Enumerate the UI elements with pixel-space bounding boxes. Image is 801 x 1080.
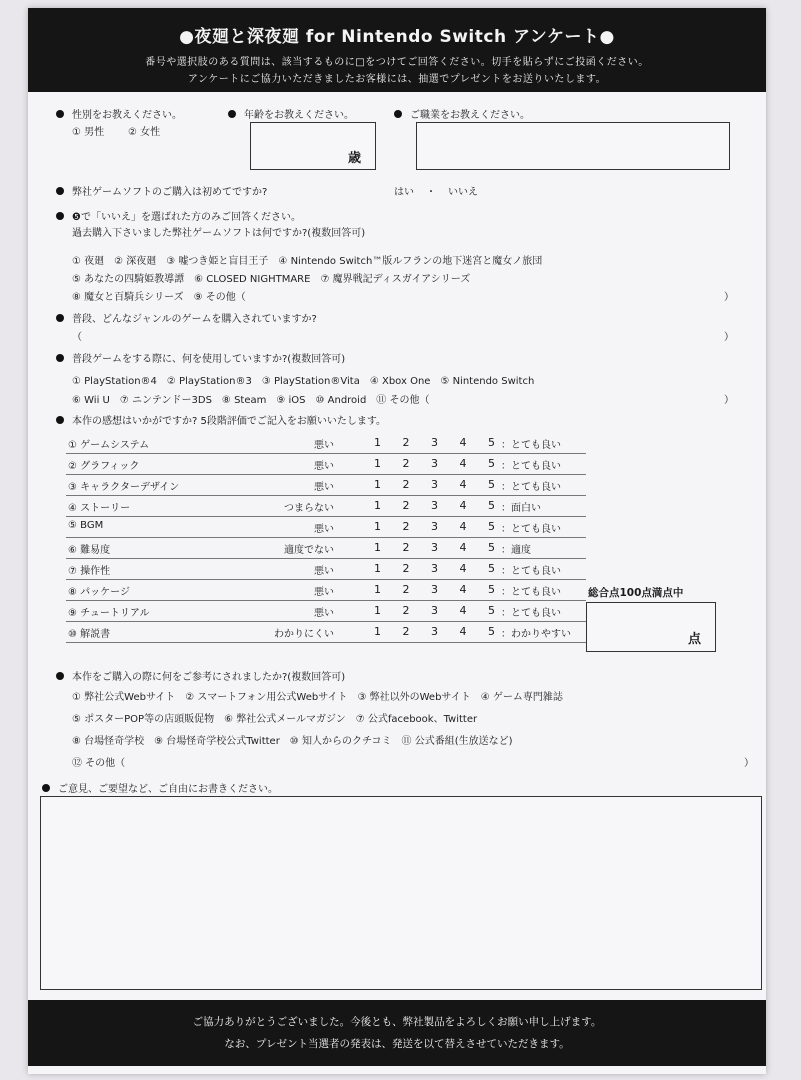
total-score-title: 総合点100点満点中 — [588, 587, 684, 599]
question-gender — [56, 106, 182, 121]
survey-header — [28, 8, 766, 92]
question-past-titles-label: ❺で「いいえ」を選ばれた方のみご回答ください。 — [72, 212, 301, 223]
survey-footer — [28, 1000, 766, 1066]
rating-row[interactable] — [66, 600, 586, 622]
rating-scale[interactable]: 1 2 3 4 5 — [374, 478, 504, 491]
rating-row-label: ④ ストーリー — [68, 503, 131, 514]
rating-row-label: ⑦ 操作性 — [68, 566, 111, 577]
age-unit: 歳 — [348, 151, 362, 166]
past-titles-close-paren: ） — [724, 292, 734, 303]
rating-low-label: 悪い — [314, 587, 334, 598]
rating-low-label: 悪い — [314, 608, 334, 619]
question-comment — [42, 780, 278, 795]
rating-scale[interactable]: 1 2 3 4 5 — [374, 562, 504, 575]
job-input-box[interactable] — [416, 122, 730, 170]
option-male[interactable]: ① 男性 — [72, 127, 105, 138]
rating-scale[interactable]: 1 2 3 4 5 — [374, 541, 504, 554]
survey-card — [28, 8, 766, 1074]
bullet-icon — [56, 212, 64, 220]
rating-row-label: ③ キャラクターデザイン — [68, 482, 180, 493]
rating-row[interactable] — [66, 432, 586, 454]
rating-high-label: ：とても良い — [501, 608, 561, 619]
bullet-icon — [56, 314, 64, 322]
reference-options-row4[interactable]: ⑫ その他（ — [72, 758, 126, 769]
reference-options-row3[interactable]: ⑧ 台場怪奇学校 ⑨ 台場怪奇学校公式Twitter ⑩ 知人からのクチコミ ⑪ 公式番組(生放送など) — [72, 736, 513, 747]
survey-title: ●夜廻と深夜廻 for Nintendo Switch アンケート● — [179, 27, 615, 47]
question-rating — [56, 412, 386, 427]
reference-options-row2[interactable]: ⑤ ポスターPOP等の店頭販促物 ⑥ 弊社公式メールマガジン ⑦ 公式facebook、Twitter — [72, 714, 478, 725]
bullet-icon — [42, 784, 50, 792]
rating-row[interactable] — [66, 537, 586, 559]
rating-scale[interactable]: 1 2 3 4 5 — [374, 520, 504, 533]
rating-row-label: ② グラフィック — [68, 461, 140, 472]
question-past-titles — [56, 208, 301, 223]
rating-low-label: 悪い — [314, 524, 334, 535]
question-reference — [56, 668, 345, 683]
rating-low-label: 悪い — [314, 482, 334, 493]
option-separator: ・ — [426, 187, 436, 198]
question-gender-label: 性別をお教えください。 — [72, 110, 182, 121]
bullet-icon — [56, 187, 64, 195]
question-platform-label: 普段ゲームをする際に、何を使用していますか?(複数回答可) — [72, 354, 346, 365]
bullet-icon — [394, 110, 402, 118]
bullet-icon — [56, 672, 64, 680]
question-first-purchase — [56, 183, 267, 198]
rating-row[interactable] — [66, 453, 586, 475]
question-job-label: ご職業をお教えください。 — [410, 110, 530, 121]
option-no[interactable]: いいえ — [448, 187, 478, 198]
option-yes[interactable]: はい — [394, 187, 414, 198]
bullet-icon — [56, 354, 64, 362]
past-titles-options-row2[interactable]: ⑤ あなたの四騎姫教導譚 ⑥ CLOSED NIGHTMARE ⑦ 魔界戦記ディスガイアシリーズ — [72, 274, 471, 285]
rating-high-label: ：とても良い — [501, 461, 561, 472]
rating-high-label: ：とても良い — [501, 440, 561, 451]
question-job — [394, 106, 530, 121]
rating-high-label: ：適度 — [501, 545, 531, 556]
rating-scale[interactable]: 1 2 3 4 5 — [374, 457, 504, 470]
question-rating-label: 本作の感想はいかがですか? 5段階評価でご記入をお願いいたします。 — [72, 416, 387, 427]
rating-row[interactable] — [66, 558, 586, 580]
bullet-icon — [56, 416, 64, 424]
platform-options-row2[interactable]: ⑥ Wii U ⑦ ニンテンドー3DS ⑧ Steam ⑨ iOS ⑩ Android ⑪ その他（ — [72, 395, 430, 406]
rating-row-label: ⑧ パッケージ — [68, 587, 130, 598]
past-titles-options-row1[interactable]: ① 夜廻 ② 深夜廻 ③ 嘘つき姫と盲目王子 ④ Nintendo Switch™版ルフランの地下迷宮と魔女ノ旅団 — [72, 256, 543, 267]
question-past-titles-sub: 過去購入下さいました弊社ゲームソフトは何ですか?(複数回答可) — [72, 228, 366, 239]
rating-row-label: ⑤ BGM — [68, 520, 104, 531]
rating-high-label: ：とても良い — [501, 524, 561, 535]
rating-low-label: 悪い — [314, 440, 334, 451]
rating-row-label: ⑨ チュートリアル — [68, 608, 150, 619]
rating-row-label: ① ゲームシステム — [68, 440, 150, 451]
footer-announcement: なお、プレゼント当選者の発表は、発送を以て替えさせていただきます。 — [224, 1038, 570, 1050]
question-genre — [56, 310, 317, 325]
rating-row[interactable] — [66, 516, 586, 538]
question-first-purchase-label: 弊社ゲームソフトのご購入は初めてですか? — [72, 187, 268, 198]
rating-scale[interactable]: 1 2 3 4 5 — [374, 436, 504, 449]
reference-options-row1[interactable]: ① 弊社公式Webサイト ② スマートフォン用公式Webサイト ③ 弊社以外のWebサイト ④ ゲーム専門雑誌 — [72, 692, 563, 703]
rating-row[interactable] — [66, 474, 586, 496]
rating-high-label: ：わかりやすい — [501, 629, 571, 640]
rating-scale[interactable]: 1 2 3 4 5 — [374, 625, 504, 638]
rating-low-label: 悪い — [314, 461, 334, 472]
rating-row-label: ⑥ 難易度 — [68, 545, 111, 556]
rating-scale[interactable]: 1 2 3 4 5 — [374, 583, 504, 596]
past-titles-options-row3[interactable]: ⑧ 魔女と百騎兵シリーズ ⑨ その他（ — [72, 292, 246, 303]
footer-thanks: ご協力ありがとうございました。今後とも、弊社製品をよろしくお願い申し上げます。 — [192, 1016, 602, 1028]
rating-scale[interactable]: 1 2 3 4 5 — [374, 499, 504, 512]
comment-textarea[interactable] — [40, 796, 762, 990]
total-score-unit: 点 — [688, 632, 702, 647]
reference-close-paren: ） — [744, 758, 754, 769]
rating-low-label: 悪い — [314, 566, 334, 577]
genre-open-paren: （ — [72, 332, 82, 343]
header-present-note: アンケートにご協力いただきましたお客様には、抽選でプレゼントをお送りいたします。 — [187, 74, 607, 85]
question-age-label: 年齢をお教えください。 — [244, 110, 354, 121]
rating-high-label: ：とても良い — [501, 587, 561, 598]
question-platform — [56, 350, 345, 365]
rating-scale[interactable]: 1 2 3 4 5 — [374, 604, 504, 617]
rating-row[interactable] — [66, 579, 586, 601]
rating-row[interactable] — [66, 621, 586, 643]
rating-low-label: つまらない — [284, 503, 334, 514]
rating-row-label: ⑩ 解説書 — [68, 629, 111, 640]
platform-options-row1[interactable]: ① PlayStation®4 ② PlayStation®3 ③ PlayStation®Vita ④ Xbox One ⑤ Nintendo Switch — [72, 376, 535, 387]
genre-close-paren: ） — [724, 332, 734, 343]
header-instructions: 番号や選択肢のある質問は、該当するものに□をつけてご回答ください。切手を貼らずにご投函ください。 — [145, 57, 649, 68]
rating-low-label: 適度でない — [284, 545, 334, 556]
rating-high-label: ：とても良い — [501, 482, 561, 493]
rating-low-label: わかりにくい — [274, 629, 334, 640]
option-female[interactable]: ② 女性 — [128, 127, 161, 138]
platform-close-paren: ） — [724, 395, 734, 406]
rating-row[interactable] — [66, 495, 586, 517]
bullet-icon — [56, 110, 64, 118]
question-age — [228, 106, 354, 121]
bullet-icon — [228, 110, 236, 118]
question-reference-label: 本作をご購入の際に何をご参考にされましたか?(複数回答可) — [72, 672, 346, 683]
rating-high-label: ：とても良い — [501, 566, 561, 577]
question-comment-label: ご意見、ご要望など、ご自由にお書きください。 — [58, 784, 278, 795]
rating-high-label: ：面白い — [501, 503, 541, 514]
question-genre-label: 普段、どんなジャンルのゲームを購入されていますか? — [72, 314, 317, 325]
